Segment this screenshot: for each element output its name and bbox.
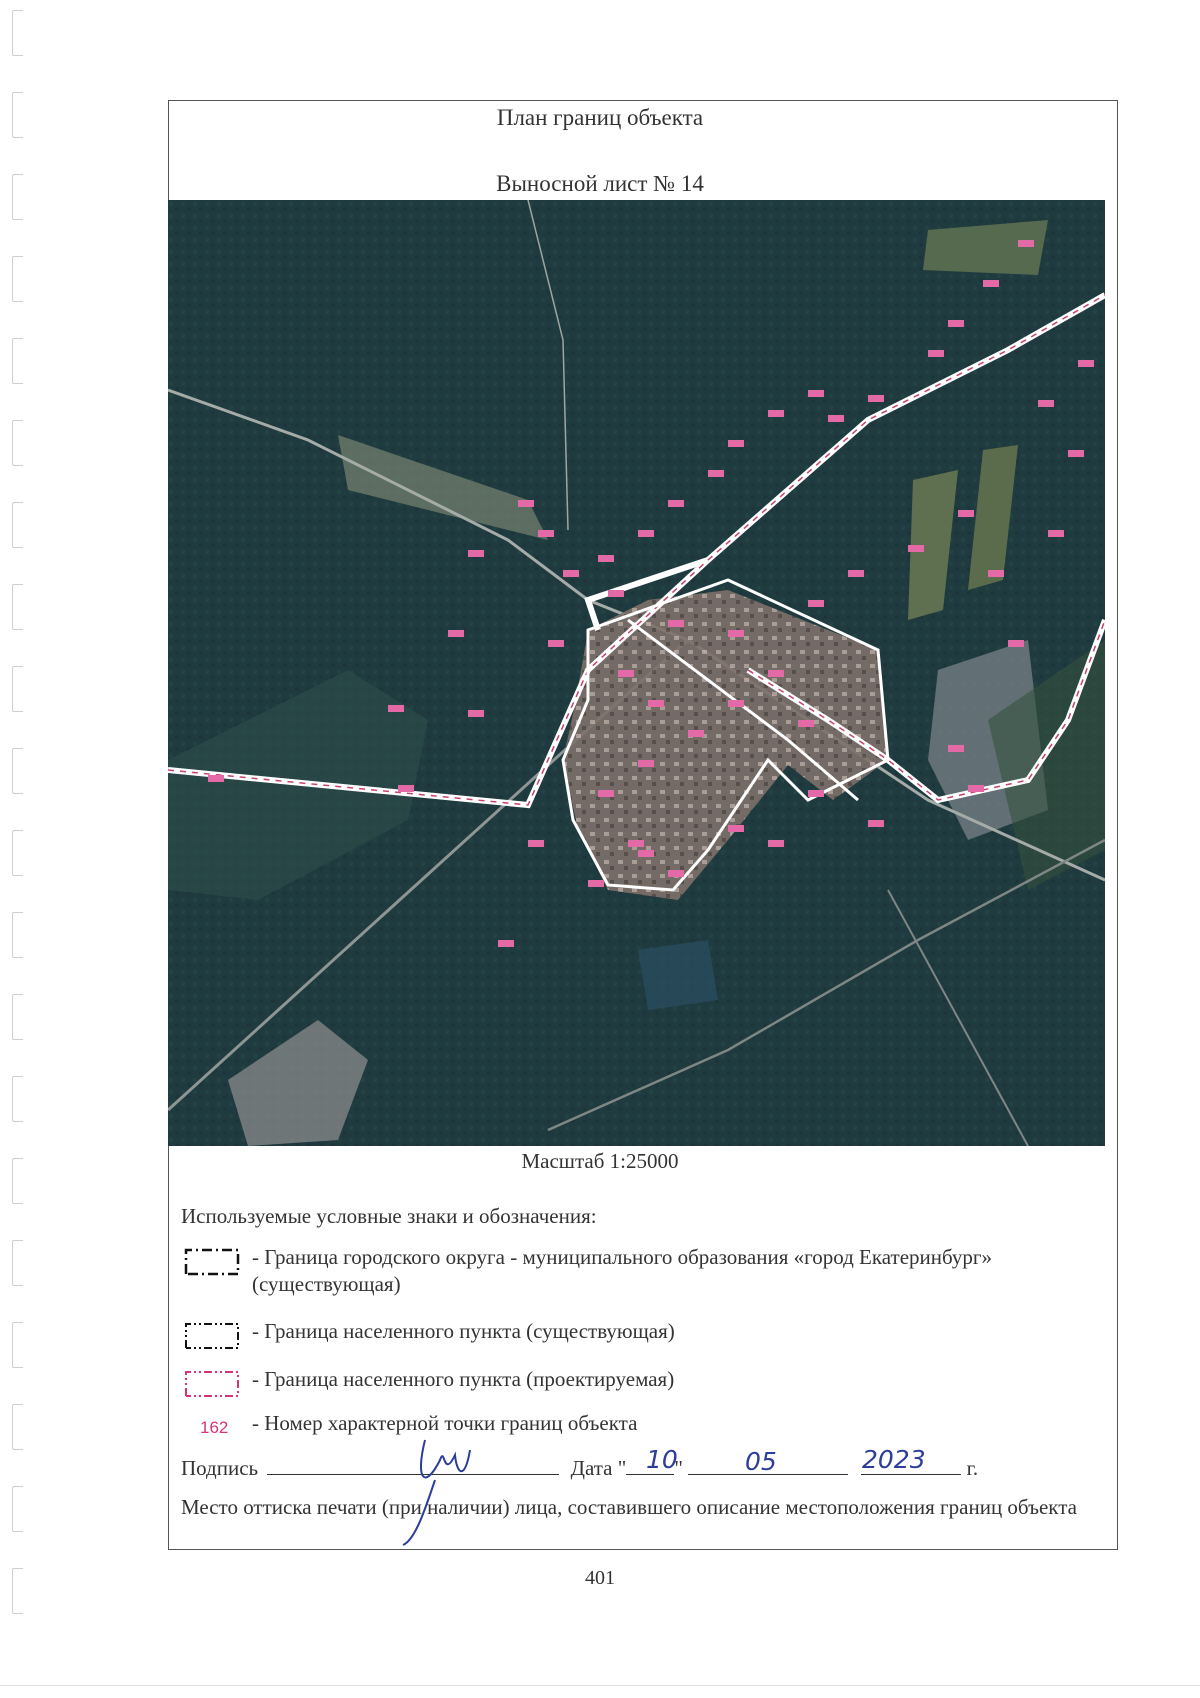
binding-hole bbox=[12, 1404, 23, 1450]
legend-item-text: - Граница городского округа - муниципального образования «город Екатеринбург» (существующая) bbox=[252, 1245, 993, 1296]
binding-hole bbox=[12, 10, 23, 56]
binding-hole bbox=[12, 748, 23, 794]
date-month-value: 05 bbox=[745, 1447, 777, 1476]
binding-holes bbox=[4, 0, 34, 1698]
date-day-value: 10 bbox=[646, 1445, 678, 1474]
satellite-map[interactable] bbox=[168, 200, 1105, 1146]
binding-hole bbox=[12, 420, 23, 466]
binding-hole bbox=[12, 666, 23, 712]
date-year-line bbox=[861, 1474, 961, 1475]
binding-hole bbox=[12, 994, 23, 1040]
binding-hole bbox=[12, 1486, 23, 1532]
legend-heading: Используемые условные знаки и обозначения: bbox=[181, 1204, 597, 1228]
stamp-note: Место оттиска печати (при наличии) лица, составившего описание местоположения границ объекта bbox=[181, 1495, 1077, 1519]
sheet-number: Выносной лист № 14 bbox=[496, 171, 704, 196]
binding-hole bbox=[12, 1076, 23, 1122]
binding-hole bbox=[12, 1240, 23, 1286]
page-number: 401 bbox=[585, 1567, 615, 1589]
date-year-value: 2023 bbox=[862, 1445, 926, 1474]
page-title: План границ объекта bbox=[496, 105, 704, 130]
legend-item-text: - Граница населенного пункта (проектируемая) bbox=[252, 1367, 675, 1391]
pond bbox=[638, 940, 718, 1010]
binding-hole bbox=[12, 338, 23, 384]
binding-hole bbox=[12, 1322, 23, 1368]
binding-hole bbox=[12, 912, 23, 958]
dash-dot-boundary-icon bbox=[184, 1246, 240, 1276]
signature-label: Подпись bbox=[181, 1456, 259, 1480]
date-day-line bbox=[626, 1474, 674, 1475]
map-canvas bbox=[168, 200, 1105, 1146]
map-scale: Масштаб 1:25000 bbox=[521, 1149, 679, 1173]
binding-hole bbox=[12, 830, 23, 876]
binding-hole bbox=[12, 256, 23, 302]
year-suffix: г. bbox=[966, 1456, 979, 1480]
handwritten-signature bbox=[395, 1420, 495, 1550]
binding-hole bbox=[12, 584, 23, 630]
dotted-boundary-icon bbox=[184, 1320, 240, 1350]
signature-row: Подпись Дата " " г. bbox=[181, 1456, 979, 1480]
bottom-rule bbox=[0, 1685, 1200, 1686]
date-label: Дата bbox=[570, 1456, 613, 1480]
legend-item-text: - Номер характерной точки границ объекта bbox=[252, 1411, 638, 1435]
projected-boundary-icon bbox=[184, 1368, 240, 1398]
point-number-sample: 162 bbox=[200, 1418, 229, 1437]
binding-hole bbox=[12, 502, 23, 548]
legend-item-text: - Граница населенного пункта (существующая) bbox=[252, 1319, 675, 1343]
